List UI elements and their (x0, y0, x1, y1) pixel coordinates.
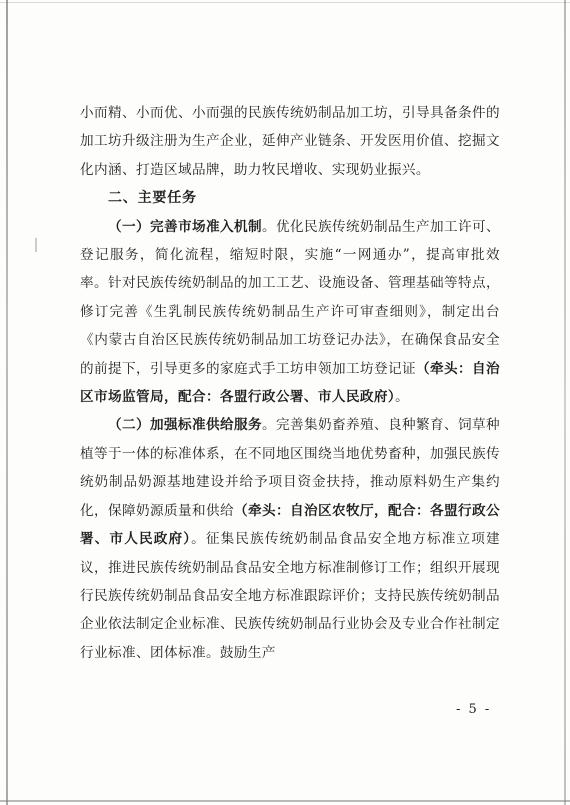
scan-edge-left (6, 0, 8, 805)
task-item-2-title: （二）加强标准供给服务 (108, 417, 262, 434)
page-number: - 5 - (456, 702, 492, 717)
scan-edge-bottom (0, 800, 570, 802)
task-item-1-end: 。 (395, 389, 410, 406)
task-item-2-lead: （牵头：自治区农牧厅，配合：各盟行政公署、市人民政府） (80, 502, 500, 548)
intro-paragraph: 小而精、小而优、小而强的民族传统奶制品加工坊，引导具备条件的加工坊升级注册为生产企业，延伸产业链条、开发医用价值、挖掘文化内涵、打造区域品牌，助力牧民增收、实现奶业振兴。 (80, 105, 500, 178)
task-item-1-title: （一）完善市场准入机制 (108, 218, 262, 235)
task-item-2-body: 。完善集奶畜养殖、良种繁育、饲草种植等于一体的标准体系，在不同地区围绕当地优势畜种，加强民族传统奶制品奶源基地建设并给予项目资金扶持，推动原料奶生产集约化，保障奶源质量和供给 (80, 417, 500, 519)
scan-edge-right (564, 0, 566, 805)
scan-edge-top (0, 2, 570, 3)
task-item-2 (80, 411, 500, 667)
task-item-1-lead: （牵头：自治区市场监管局，配合：各盟行政公署、市人民政府） (80, 360, 500, 406)
section-heading: 二、主要任务 (108, 190, 197, 207)
task-item-1 (80, 213, 500, 412)
task-item-1-body: 。优化民族传统奶制品生产加工许可、登记服务，简化流程，缩短时限，实施“一网通办”，提高审批效率。针对民族传统奶制品的加工工艺、设施设备、管理基础等特点，修订完善《生乳制民族传统奶制品生产许可审查细则》，制定出台《内蒙古自治区民族传统奶制品加工坊登记办法》，在确保食品安全的前提下，引导更多的家庭式手工坊申领加工坊登记证 (80, 218, 500, 377)
task-item-2-body-continued: 。征集民族传统奶制品食品安全地方标准立项建议，推进民族传统奶制品食品安全地方标准制修订工作；组织开展现行民族传统奶制品食品安全地方标准跟踪评价；支持民族传统奶制品企业依法制定企业标准、民族传统奶制品行业协会及专业合作社制定行业标准、团体标准。鼓励生产 (80, 531, 500, 661)
scan-speck (35, 238, 37, 252)
document-body (80, 99, 500, 667)
